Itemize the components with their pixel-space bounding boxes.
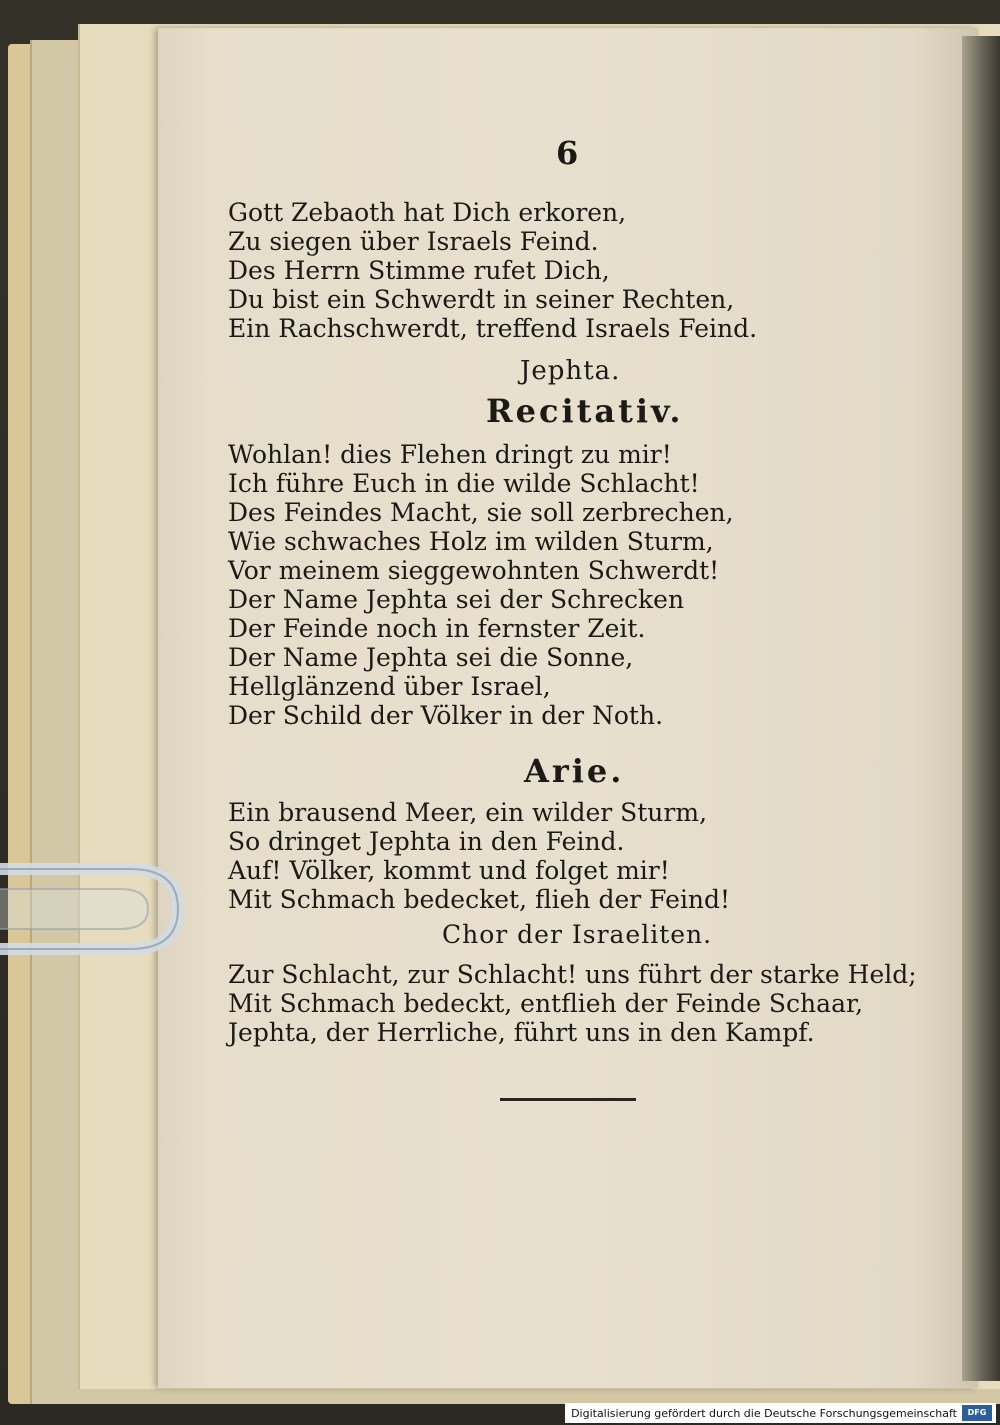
- recitativ-line: Der Schild der Völker in der Noth.: [228, 701, 664, 730]
- chor-heading: Chor der Israeliten.: [442, 920, 713, 949]
- closing-rule: [500, 1098, 636, 1101]
- stanza-line: Zu siegen über Israels Feind.: [228, 227, 599, 256]
- recitativ-line: Des Feindes Macht, sie soll zerbrechen,: [228, 498, 734, 527]
- stanza-line: Du bist ein Schwerdt in seiner Rechten,: [228, 285, 735, 314]
- recitativ-line: Wohlan! dies Flehen dringt zu mir!: [228, 440, 672, 469]
- recitativ-line: Ich führe Euch in die wilde Schlacht!: [228, 469, 700, 498]
- arie-line: Mit Schmach bedecket, flieh der Feind!: [228, 885, 731, 914]
- dfg-logo: DFG: [962, 1405, 992, 1421]
- opening-stanza: [228, 198, 888, 343]
- stanza-line: Des Herrn Stimme rufet Dich,: [228, 256, 610, 285]
- recitativ-line: Vor meinem sieggewohnten Schwerdt!: [228, 556, 720, 585]
- recitativ-heading: Recitativ.: [486, 392, 684, 430]
- recitativ-line: Der Feinde noch in fernster Zeit.: [228, 614, 646, 643]
- footer-text: Digitalisierung gefördert durch die Deutsche Forschungsgemeinschaft: [571, 1406, 957, 1420]
- speaker-heading: Jephta.: [520, 356, 621, 386]
- arie-line: So dringet Jephta in den Feind.: [228, 827, 625, 856]
- page-edge-shadow: [962, 36, 1000, 1381]
- recitativ-line: Der Name Jephta sei der Schrecken: [228, 585, 685, 614]
- chor-text: [228, 960, 917, 1047]
- chor-line: Mit Schmach bedeckt, entflieh der Feinde Schaar,: [228, 989, 864, 1018]
- arie-line: Auf! Völker, kommt und folget mir!: [228, 856, 670, 885]
- paper-clip-icon: [0, 855, 206, 963]
- recitativ-line: Der Name Jephta sei die Sonne,: [228, 643, 634, 672]
- arie-line: Ein brausend Meer, ein wilder Sturm,: [228, 798, 708, 827]
- page-number: 6: [556, 134, 579, 172]
- stanza-line: Gott Zebaoth hat Dich erkoren,: [228, 198, 627, 227]
- chor-line: Zur Schlacht, zur Schlacht! uns führt der starke Held;: [228, 960, 917, 989]
- recitativ-line: Hellglänzend über Israel,: [228, 672, 551, 701]
- recitativ-text: [228, 440, 888, 730]
- arie-heading: Arie.: [524, 752, 625, 790]
- chor-line: Jephta, der Herrliche, führt uns in den Kampf.: [228, 1018, 815, 1047]
- stanza-line: Ein Rachschwerdt, treffend Israels Feind.: [228, 314, 758, 343]
- arie-text: [228, 798, 888, 914]
- recitativ-line: Wie schwaches Holz im wilden Sturm,: [228, 527, 714, 556]
- digitization-footer: [565, 1403, 996, 1423]
